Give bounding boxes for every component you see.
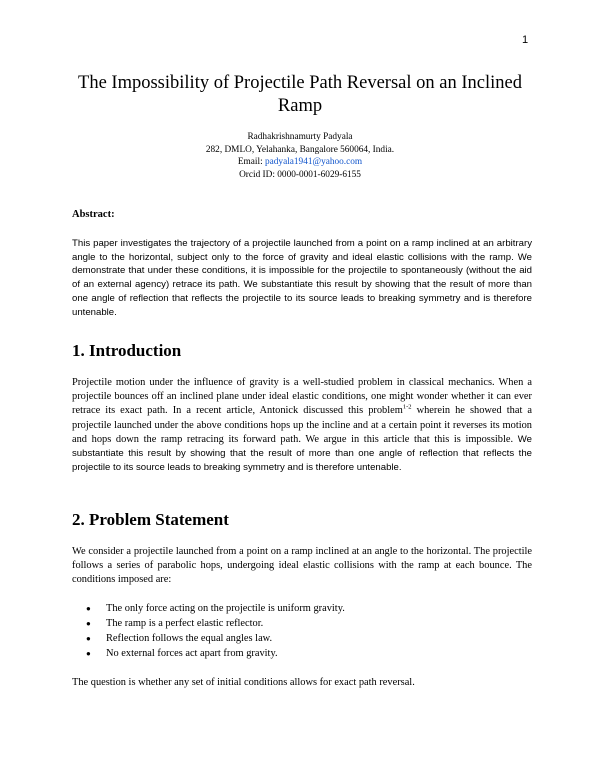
intro-text-part1: Projectile motion under the influence of gravity is a well-studied problem in classical mechanics. When a projectile bounces off an inclined plane under ideal elastic conditions, one might wonder whether it can ever retrace its exact path. In a recent article, Antonick discussed this problem <box>72 377 532 417</box>
citation-superscript: 1-2 <box>402 403 412 411</box>
email-label: Email: <box>237 157 263 167</box>
conditions-list <box>86 601 345 661</box>
author-block <box>60 131 540 181</box>
abstract-heading: Abstract: <box>72 209 115 220</box>
author-name: Radhakrishnamurty Padyala <box>247 132 353 142</box>
introduction-paragraph <box>72 376 532 475</box>
problem-statement-heading: 2. Problem Statement <box>72 510 229 529</box>
intro-text-part3: We substantiate this result by showing that the result of more than one angle of reflection that reflects the projectile to its source leads to breaking symmetry and is therefore untenable. <box>72 433 532 474</box>
author-email-line <box>60 156 540 169</box>
intro-text-part2: wherein he showed that a projectile launched under the above conditions hops up the incline and at a certain point it reverses its motion and hops down the ramp retracing its forward path. We argue in this article that this is impossible. <box>72 405 532 445</box>
list-item: ● Reflection follows the equal angles law. <box>86 631 345 646</box>
author-email-link[interactable]: padyala1941@yahoo.com <box>265 157 363 167</box>
list-item: ● The ramp is a perfect elastic reflector. <box>86 616 345 631</box>
list-item: ● No external forces act apart from gravity. <box>86 646 345 661</box>
paper-title: The Impossibility of Projectile Path Reversal on an Inclined Ramp <box>78 73 522 116</box>
list-item: ● The only force acting on the projectile is uniform gravity. <box>86 601 345 616</box>
abstract-text: This paper investigates the trajectory of a projectile launched from a point on a ramp inclined at an arbitrary angle to the horizontal, subject only to the force of gravity and ideal elastic collisions with the ramp. We demonstrate that under these conditions, it is impossible for the projectile to spontaneously (without the aid of an external agency) retrace its path. We substantiate this result by showing that the result of more than one angle of reflection that reflects the projectile to its source leads to breaking symmetry and is therefore untenable. <box>72 238 532 318</box>
problem-statement-paragraph: We consider a projectile launched from a point on a ramp inclined at an angle to the horizontal. The projectile follows a series of parabolic hops, undergoing ideal elastic collisions with the ramp at each bounce. The conditions imposed are: <box>72 546 532 586</box>
problem-question: The question is whether any set of initial conditions allows for exact path reversal. <box>72 677 415 688</box>
page-number: 1 <box>522 34 529 46</box>
author-address: 282, DMLO, Yelahanka, Bangalore 560064, India. <box>205 144 395 155</box>
author-orcid: Orcid ID: 0000-0001-6029-6155 <box>239 169 361 180</box>
introduction-heading: 1. Introduction <box>72 341 182 360</box>
